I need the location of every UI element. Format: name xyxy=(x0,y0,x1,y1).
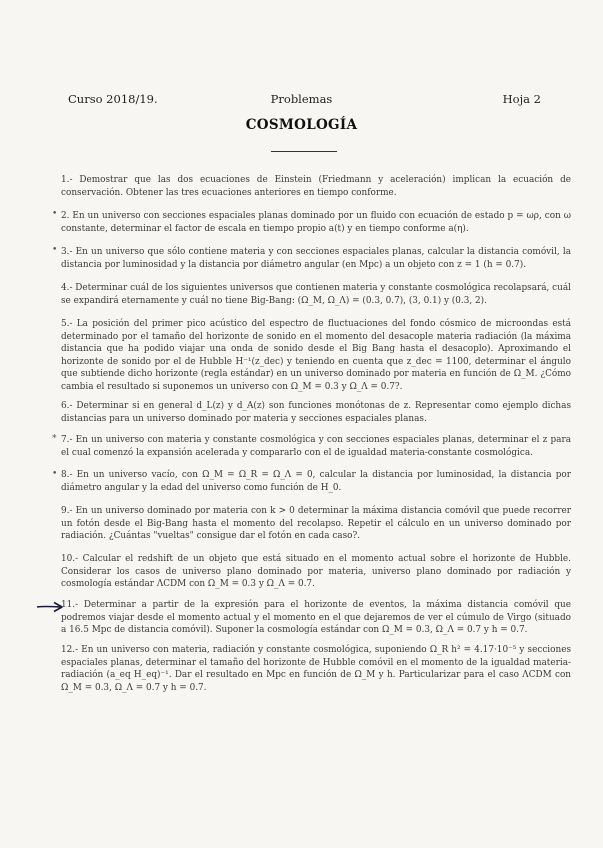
title-underline xyxy=(271,151,337,152)
problem-6: 6.- Determinar si en general d_L(z) y d_A(z) son funciones monótonas de z. Representar como ejemplo dichas distancias para un universo dominado por materia y secciones espaciales planas. xyxy=(61,401,571,424)
problem-11: 11.- Determinar a partir de la expresión para el horizonte de eventos, la máxima distancia comóvil que podremos viajar desde el momento actual y el momento en el que dejaremos de ver el cúmulo de Virgo (situado a 16.5 Mpc de distancia comóvil). Suponer la cosmología estándar con Ω_M = 0.3, Ω_Λ = 0.7 y h = 0.7. xyxy=(61,600,571,636)
problem-7: 7.- En un universo con materia y constante cosmológica y con secciones espaciales planas, determinar el z para el cual comenzó la expansión acelerada y compararlo con el de igualdad materia-constante cosmológica. xyxy=(61,435,571,458)
bullet-mark: • xyxy=(52,245,58,255)
course-label: Curso 2018/19. xyxy=(68,92,158,106)
problem-12: 12.- En un universo con materia, radiación y constante cosmológica, suponiendo Ω_R h² = 4.17·10⁻⁵ y secciones espaciales planas, determinar el tamaño del horizonte de Hubble comóvil en el momento de la igualdad materia-radiación (a_eq H_eq)⁻¹. Dar el resultado en Mpc en función de Ω_M y h. Particularizar para el caso ΛCDM con Ω_M = 0.3, Ω_Λ = 0.7 y h = 0.7. xyxy=(61,645,571,693)
problem-2: 2. En un universo con secciones espaciales planas dominado por un fluido con ecuación de estado p = ωρ, con ω constante, determinar el factor de escala en tiempo propio a(t) y en tiempo conforme a(η). xyxy=(61,211,571,234)
hand-drawn-arrow-icon xyxy=(36,600,64,614)
problem-4: 4.- Determinar cuál de los siguientes universos que contienen materia y constante cosmológica recolapsará, cuál se expandirá eternamente y cuál no tiene Big-Bang: (Ω_M, Ω_Λ) = (0.3, 0.7), (3, 0.1) y (0.3, 2). xyxy=(61,283,571,306)
problem-10: 10.- Calcular el redshift de un objeto que está situado en el momento actual sobre el horizonte de Hubble. Considerar los casos de universo plano dominado por materia, universo plano dominado por radiación y cosmología estándar ΛCDM con Ω_M = 0.3 y Ω_Λ = 0.7. xyxy=(61,554,571,590)
problem-3: 3.- En un universo que sólo contiene materia y con secciones espaciales planas, calcular la distancia comóvil, la distancia por luminosidad y la distancia por diámetro angular (en Mpc) a un objeto con z = 1 (h = 0.7). xyxy=(61,247,571,270)
bullet-mark: • xyxy=(52,209,58,219)
problem-9: 9.- En un universo dominado por materia con k > 0 determinar la máxima distancia comóvil que puede recorrer un fotón desde el Big-Bang hasta el momento del recolapso. Repetir el cálculo en un universo dominado por radiación. ¿Cuántas "vueltas" consigue dar el fotón en cada caso?. xyxy=(61,506,571,542)
bullet-mark: * xyxy=(52,434,57,444)
problem-5: 5.- La posición del primer pico acústico del espectro de fluctuaciones del fondo cósmico de microondas está determinado por el tamaño del horizonte de sonido en el momento del desacople materia radiación (la máxima distancia que ha podido viajar una onda de sonido desde el Big Bang hasta el desacoplo). Aproximando el horizonte de sonido por el de Hubble H⁻¹(z_dec) y teniendo en cuenta que z_dec = 1100, determinar el ángulo que subtiende dicho horizonte (regla estándar) en un universo dominado por materia en función de Ω_M. ¿Cómo cambia el resultado si suponemos un universo con Ω_M = 0.3 y Ω_Λ = 0.7?. xyxy=(61,319,571,392)
section-label: Problemas xyxy=(270,92,333,106)
bullet-mark: • xyxy=(52,469,58,479)
page-title: COSMOLOGÍA xyxy=(245,117,358,133)
problem-1: 1.- Demostrar que las dos ecuaciones de Einstein (Friedmann y aceleración) implican la ecuación de conservación. Obtener las tres ecuaciones anteriores en tiempo conforme. xyxy=(61,175,571,198)
problem-8: 8.- En un universo vacío, con Ω_M = Ω_R = Ω_Λ = 0, calcular la distancia por luminosidad, la distancia por diámetro angular y la edad del universo como función de H_0. xyxy=(61,470,571,493)
sheet-label: Hoja 2 xyxy=(502,92,541,106)
